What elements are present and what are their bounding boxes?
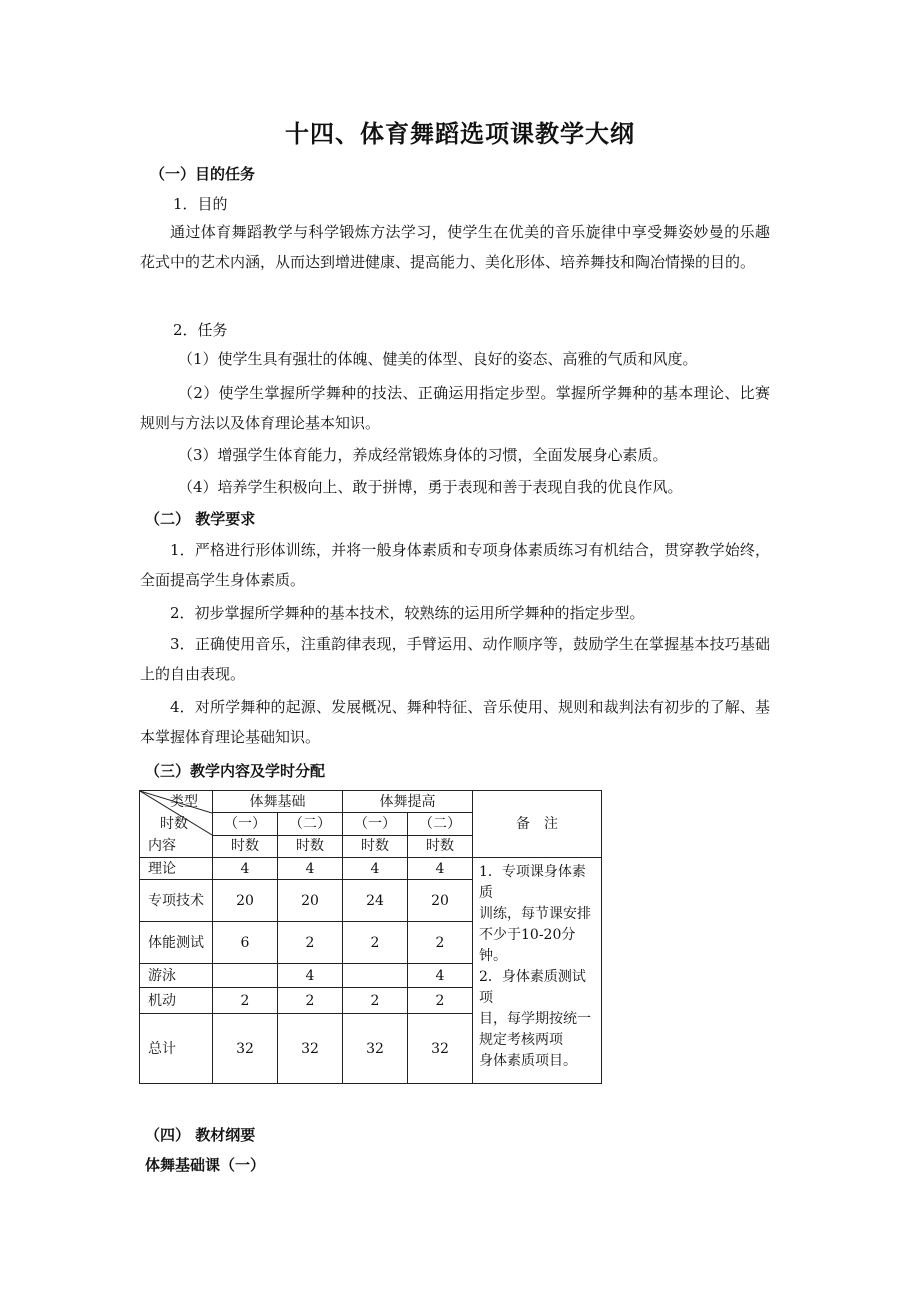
section-heading-requirements: （二） 教学要求 <box>145 510 256 528</box>
term-header: （一） <box>213 813 278 835</box>
cell: 4 <box>408 964 473 988</box>
cell <box>213 964 278 988</box>
task-item: （1）使学生具有强壮的体魄、健美的体型、良好的姿态、高雅的气质和风度。 <box>178 350 698 368</box>
unit-header: 时数 <box>343 835 408 857</box>
table-row <box>140 858 602 880</box>
cell: 6 <box>213 922 278 964</box>
row-label: 专项技术 <box>140 880 213 922</box>
cell: 20 <box>213 880 278 922</box>
cell: 20 <box>408 880 473 922</box>
task-item: （3）增强学生体育能力，养成经常锻炼身体的习惯，全面发展身心素质。 <box>178 446 668 464</box>
purpose-paragraph: 通过体育舞蹈教学与科学锻炼方法学习，使学生在优美的音乐旋律中享受舞姿妙曼的乐趣 花式中的艺术内涵，从而达到增进健康、提高能力、美化形体、培养舞技和陶冶情操的目的。 <box>140 223 770 271</box>
requirement-item: 4．对所学舞种的起源、发展概况、舞种特征、音乐使用、规则和裁判法有初步的了解、基本掌握体育理论基础知识。 <box>140 698 770 746</box>
remark-note: 1．专项课身体素质 训练，每节课安排不少于10-20分钟。 2．身体素质测试项 目，每学期按统一规定考核两项 身体素质项目。 <box>473 858 602 1084</box>
cell <box>343 964 408 988</box>
table-corner-cell <box>140 791 213 858</box>
requirement-item: 3．正确使用音乐，注重韵律表现，手臂运用、动作顺序等，鼓励学生在掌握基本技巧基础上的自由表现。 <box>140 635 770 683</box>
requirement-item: 2．初步掌握所学舞种的基本技术，较熟练的运用所学舞种的指定步型。 <box>170 604 645 622</box>
cell: 2 <box>213 988 278 1014</box>
corner-hours-label: 时数 <box>160 816 188 832</box>
subheading-basic-course: 体舞基础课（一） <box>145 1156 266 1174</box>
unit-header: 时数 <box>278 835 343 857</box>
remark-header: 备 注 <box>473 791 602 858</box>
cell: 32 <box>343 1014 408 1084</box>
cell: 4 <box>278 858 343 880</box>
cell: 4 <box>343 858 408 880</box>
row-label: 理论 <box>140 858 213 880</box>
subheading-purpose: 1．目的 <box>173 195 228 213</box>
cell: 32 <box>278 1014 343 1084</box>
row-label: 体能测试 <box>140 922 213 964</box>
task-item: （2）使学生掌握所学舞种的技法、正确运用指定步型。掌握所学舞种的基本理论、比赛规则与方法以及体育理论基本知识。 <box>140 384 770 432</box>
corner-content-label: 内容 <box>148 838 176 854</box>
cell: 20 <box>278 880 343 922</box>
cell: 24 <box>343 880 408 922</box>
corner-type-label: 类型 <box>170 794 198 810</box>
cell: 4 <box>278 964 343 988</box>
cell: 2 <box>408 988 473 1014</box>
cell: 2 <box>278 988 343 1014</box>
task-item: （4）培养学生积极向上、敢于拼博，勇于表现和善于表现自我的优良作风。 <box>178 478 683 496</box>
row-label: 总计 <box>140 1014 213 1084</box>
cell: 2 <box>343 922 408 964</box>
section-heading-syllabus: （四） 教材纲要 <box>145 1126 256 1144</box>
term-header: （二） <box>278 813 343 835</box>
cell: 2 <box>408 922 473 964</box>
cell: 4 <box>213 858 278 880</box>
unit-header: 时数 <box>408 835 473 857</box>
hours-allocation-table <box>139 790 602 1084</box>
cell: 32 <box>213 1014 278 1084</box>
page-title: 十四、体育舞蹈选项课教学大纲 <box>285 120 635 148</box>
cell: 2 <box>343 988 408 1014</box>
row-label: 机动 <box>140 988 213 1014</box>
section-heading-objectives: （一）目的任务 <box>150 165 256 183</box>
unit-header: 时数 <box>213 835 278 857</box>
cell: 32 <box>408 1014 473 1084</box>
requirement-item: 1．严格进行形体训练，并将一般身体素质和专项身体素质练习有机结合，贯穿教学始终，全面提高学生身体素质。 <box>140 541 770 589</box>
section-heading-allocation: （三）教学内容及学时分配 <box>145 762 326 780</box>
term-header: （一） <box>343 813 408 835</box>
cell: 4 <box>408 858 473 880</box>
group-header-advanced: 体舞提高 <box>343 791 473 813</box>
row-label: 游泳 <box>140 964 213 988</box>
group-header-basic: 体舞基础 <box>213 791 343 813</box>
term-header: （二） <box>408 813 473 835</box>
cell: 2 <box>278 922 343 964</box>
subheading-tasks: 2．任务 <box>173 321 228 339</box>
